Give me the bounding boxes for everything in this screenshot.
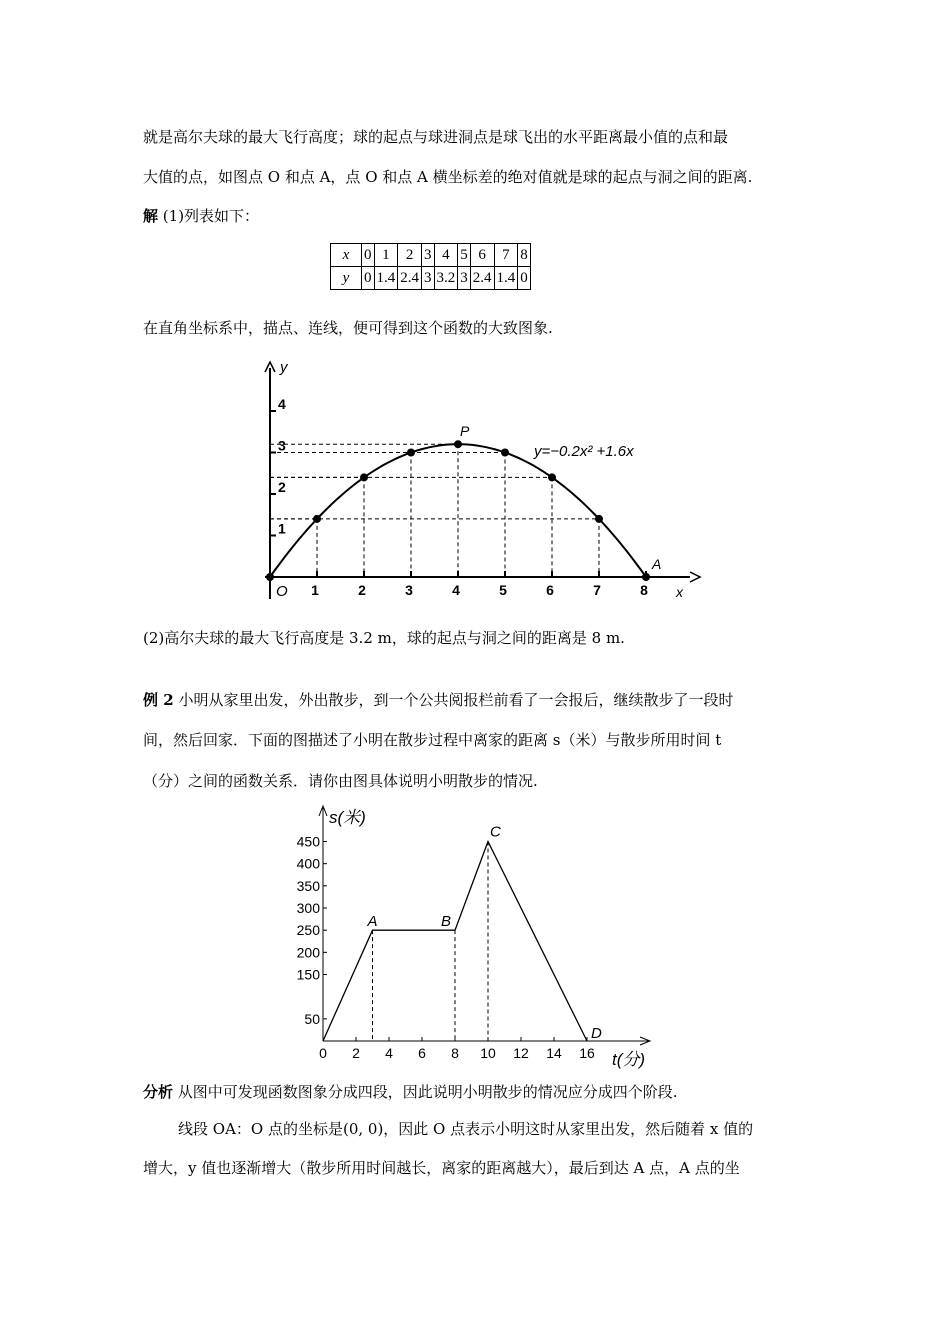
point-label-c: C <box>490 823 501 841</box>
y-tick-label: 200 <box>296 944 320 961</box>
y-label-cell: y <box>331 267 362 290</box>
origin-label: O <box>276 583 288 600</box>
end-point-label: A <box>652 556 662 572</box>
x-value-cell: 3 <box>422 244 435 267</box>
y-tick-label: 4 <box>278 396 286 412</box>
paragraph-line-2: 大值的点，如图点 O 和点 A，点 O 和点 A 横坐标差的绝对值就是球的起点与洞之间的距离. <box>143 168 753 186</box>
solution-label: 解 <box>143 207 159 225</box>
x-value-cell: 1 <box>374 244 398 267</box>
y-value-cell: 1.4 <box>374 267 398 290</box>
data-point <box>313 515 321 523</box>
y-tick-label: 300 <box>296 900 320 917</box>
equation-label: y=−0.2x² +1.6x <box>534 443 634 460</box>
y-value-cell: 1.4 <box>494 267 518 290</box>
data-point <box>642 573 650 581</box>
x-tick-label: 6 <box>418 1045 426 1061</box>
example2-line-3: （分）之间的函数关系．请你由图具体说明小明散步的情况. <box>143 772 538 790</box>
x-tick-label: 2 <box>358 582 366 598</box>
x-tick-label: 2 <box>352 1045 360 1061</box>
x-tick-label: 4 <box>452 582 460 598</box>
x-label-cell: x <box>331 244 362 267</box>
y-value-cell: 2.4 <box>470 267 494 290</box>
y-value-cell: 0 <box>362 267 375 290</box>
y-axis-label: y <box>280 359 288 376</box>
x-tick-label: 3 <box>405 582 413 598</box>
y-value-cell: 3.2 <box>434 267 458 290</box>
data-point <box>548 473 556 481</box>
x-value-cell: 7 <box>494 244 518 267</box>
analysis-line-1 <box>143 1081 678 1103</box>
data-point <box>266 573 274 581</box>
table-row-x <box>331 244 531 267</box>
example2-line-2: 间，然后回家．下面的图描述了小明在散步过程中离家的距离 s（米）与散步所用时间 t <box>143 731 722 749</box>
y-tick-label: 50 <box>304 1010 320 1027</box>
x-tick-label: 8 <box>640 582 648 598</box>
x-tick-label: 14 <box>546 1045 562 1061</box>
x-tick-label: 4 <box>385 1045 393 1061</box>
walk-distance-chart <box>280 800 680 1075</box>
y-tick-label: 150 <box>296 966 320 983</box>
x-tick-label: 6 <box>546 582 554 598</box>
paragraph-line-1: 就是高尔夫球的最大飞行高度；球的起点与球进洞点是球飞出的水平距离最小值的点和最 <box>143 128 729 146</box>
answer-2-text: (2)高尔夫球的最大飞行高度是 3.2 m，球的起点与洞之间的距离是 8 m. <box>143 629 625 647</box>
x-tick-label: 16 <box>579 1045 595 1061</box>
example2-label: 例 2 <box>143 691 174 709</box>
data-point <box>454 440 462 448</box>
x-tick-label: 12 <box>513 1045 529 1061</box>
x-value-cell: 2 <box>398 244 422 267</box>
x-axis-arrow <box>690 572 700 582</box>
point-label-d: D <box>591 1025 602 1042</box>
solution-heading <box>143 205 259 227</box>
analysis-text: 从图中可发现函数图象分成四段，因此说明小明散步的情况应分成四个阶段. <box>177 1083 678 1101</box>
y-value-cell: 0 <box>518 267 531 290</box>
example2-line-1-text: 小明从家里出发，外出散步，到一个公共阅报栏前看了一会报后，继续散步了一段时 <box>178 691 734 709</box>
table-row-y <box>331 267 531 290</box>
y-tick-label: 250 <box>296 922 320 939</box>
point-label-b: B <box>441 913 452 931</box>
x-value-cell: 6 <box>470 244 494 267</box>
x-value-cell: 5 <box>458 244 471 267</box>
solution-part1: (1)列表如下： <box>162 207 260 225</box>
parabola-chart <box>250 350 710 610</box>
peak-label: P <box>460 423 470 440</box>
y-tick-label: 400 <box>296 855 320 872</box>
y-tick-label: 350 <box>296 877 320 894</box>
y-value-cell: 3 <box>458 267 471 290</box>
x-tick-label: 0 <box>319 1045 327 1061</box>
x-tick-label: 10 <box>480 1045 496 1061</box>
x-axis-label: t(分) <box>612 1050 646 1069</box>
y-value-cell: 3 <box>422 267 435 290</box>
x-value-cell: 4 <box>434 244 458 267</box>
point-label-a: A <box>367 913 378 931</box>
x-tick-label: 7 <box>593 582 601 598</box>
x-value-cell: 8 <box>518 244 531 267</box>
y-axis-label: s(米) <box>329 808 366 827</box>
y-tick-label: 450 <box>296 833 320 850</box>
y-tick-label: 2 <box>278 479 286 495</box>
data-point <box>360 473 368 481</box>
data-point <box>595 515 603 523</box>
value-table <box>330 243 531 290</box>
analysis-line-2: 线段 OA：O 点的坐标是(0, 0)，因此 O 点表示小明这时从家里出发，然后随着 x 值的 <box>178 1120 754 1138</box>
x-tick-label: 5 <box>499 582 507 598</box>
x-value-cell: 0 <box>362 244 375 267</box>
x-tick-label: 8 <box>451 1045 459 1061</box>
y-tick-label: 1 <box>278 520 286 537</box>
analysis-label: 分析 <box>143 1083 174 1101</box>
x-axis-label: x <box>676 584 683 600</box>
y-value-cell: 2.4 <box>398 267 422 290</box>
example2-line-1 <box>143 689 733 711</box>
data-point <box>407 449 415 457</box>
data-point <box>501 449 509 457</box>
analysis-line-3: 增大，y 值也逐渐增大（散步所用时间越长，离家的距离越大），最后到达 A 点，A 点的坐 <box>143 1159 740 1177</box>
y-tick-label: 3 <box>278 437 286 454</box>
x-tick-label: 1 <box>311 582 319 598</box>
graph-intro-text: 在直角坐标系中，描点、连线，便可得到这个函数的大致图象. <box>143 319 553 337</box>
